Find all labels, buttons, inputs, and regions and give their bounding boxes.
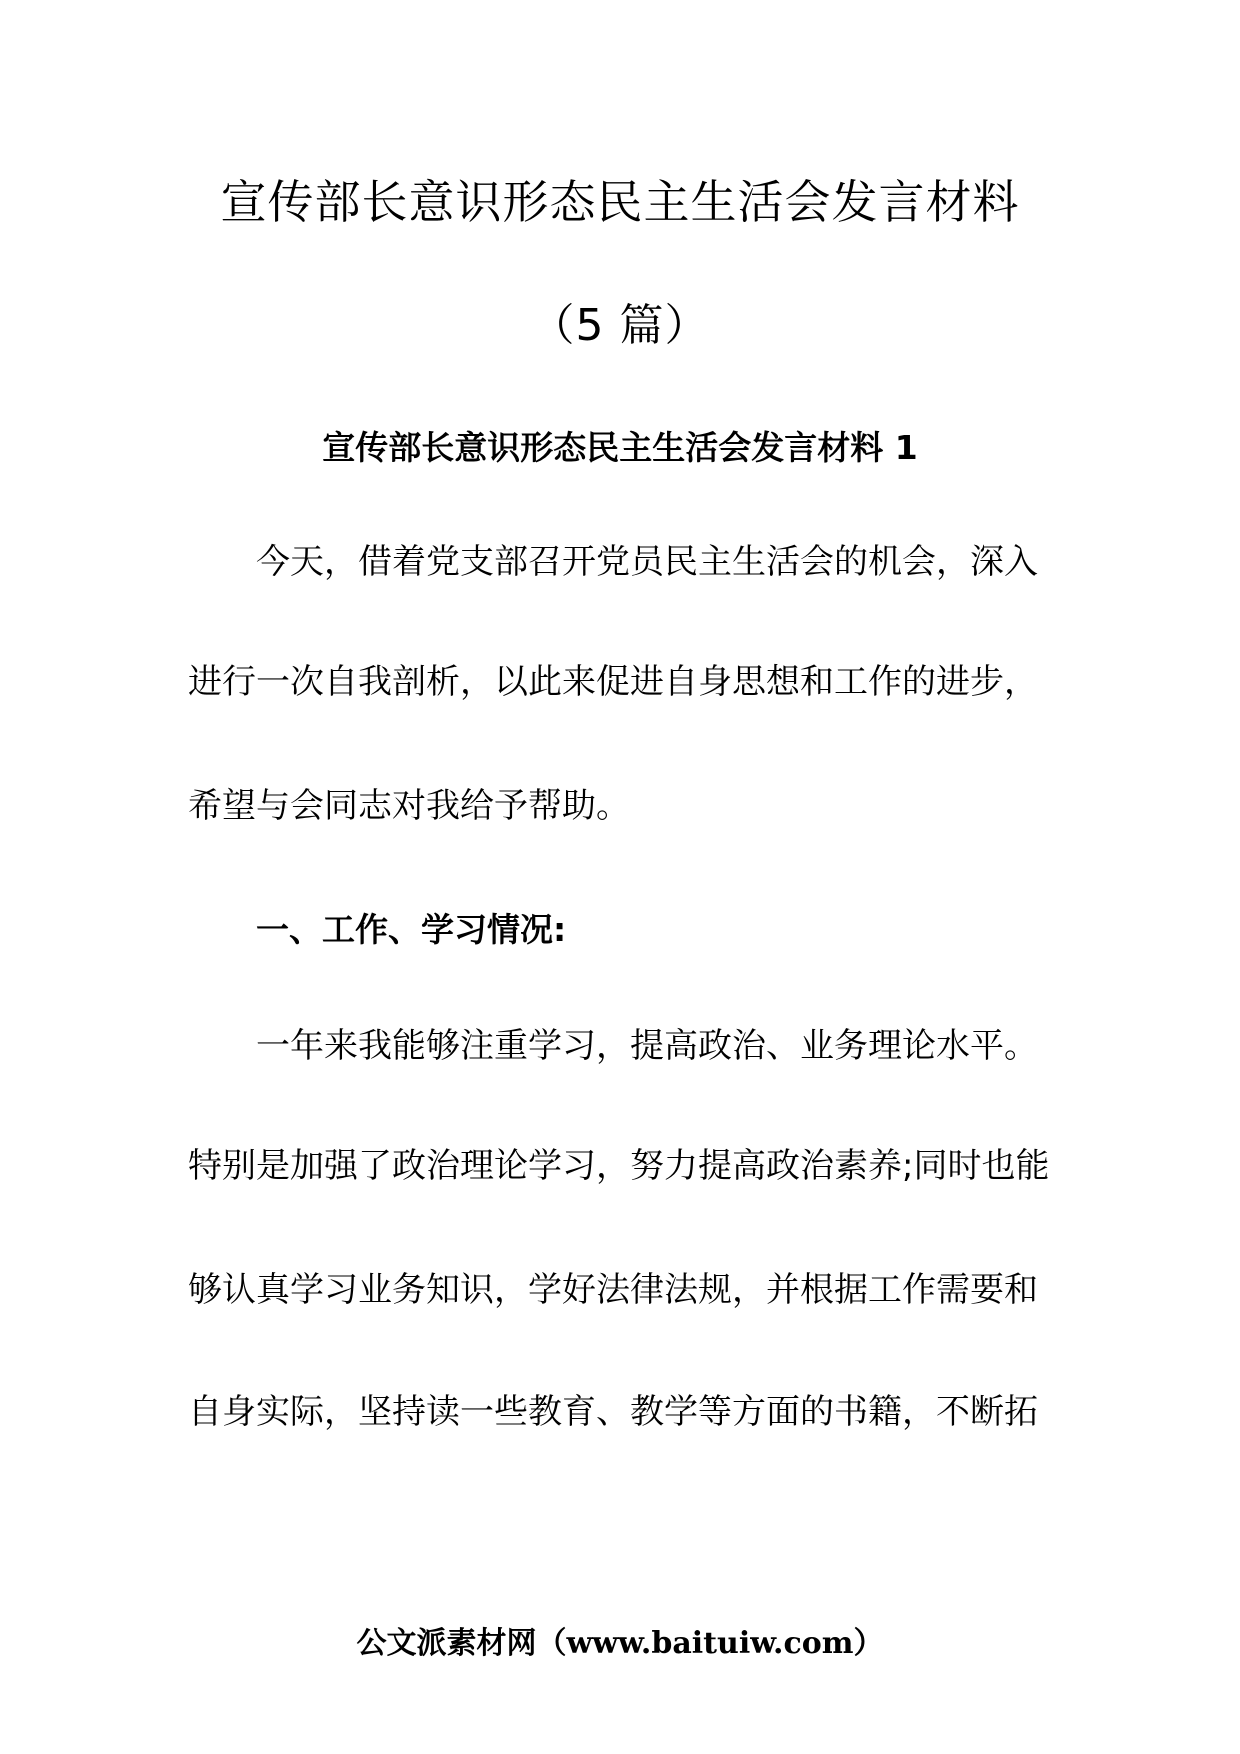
- paragraph-line: 自身实际，坚持读一些教育、教学等方面的书籍，不断拓: [188, 1392, 1038, 1432]
- paragraph-line: 希望与会同志对我给予帮助。: [188, 786, 630, 826]
- paragraph-line: 进行一次自我剖析，以此来促进自身思想和工作的进步，: [188, 662, 1038, 702]
- article-heading: 宣传部长意识形态民主生活会发言材料 1: [322, 428, 918, 467]
- section-heading: 一、工作、学习情况:: [256, 910, 567, 949]
- paragraph-line: 够认真学习业务知识，学好法律法规，并根据工作需要和: [188, 1270, 1038, 1310]
- paragraph-line: 今天，借着党支部召开党员民主生活会的机会，深入: [256, 542, 1038, 582]
- document-subtitle: （5 篇）: [530, 300, 710, 351]
- footer-source: 公文派素材网（www.baituiw.com）: [356, 1626, 884, 1661]
- paragraph-line: 特别是加强了政治理论学习，努力提高政治素养;同时也能: [188, 1146, 1050, 1186]
- document-title: 宣传部长意识形态民主生活会发言材料: [220, 175, 1020, 229]
- paragraph-line: 一年来我能够注重学习，提高政治、业务理论水平。: [256, 1026, 1038, 1066]
